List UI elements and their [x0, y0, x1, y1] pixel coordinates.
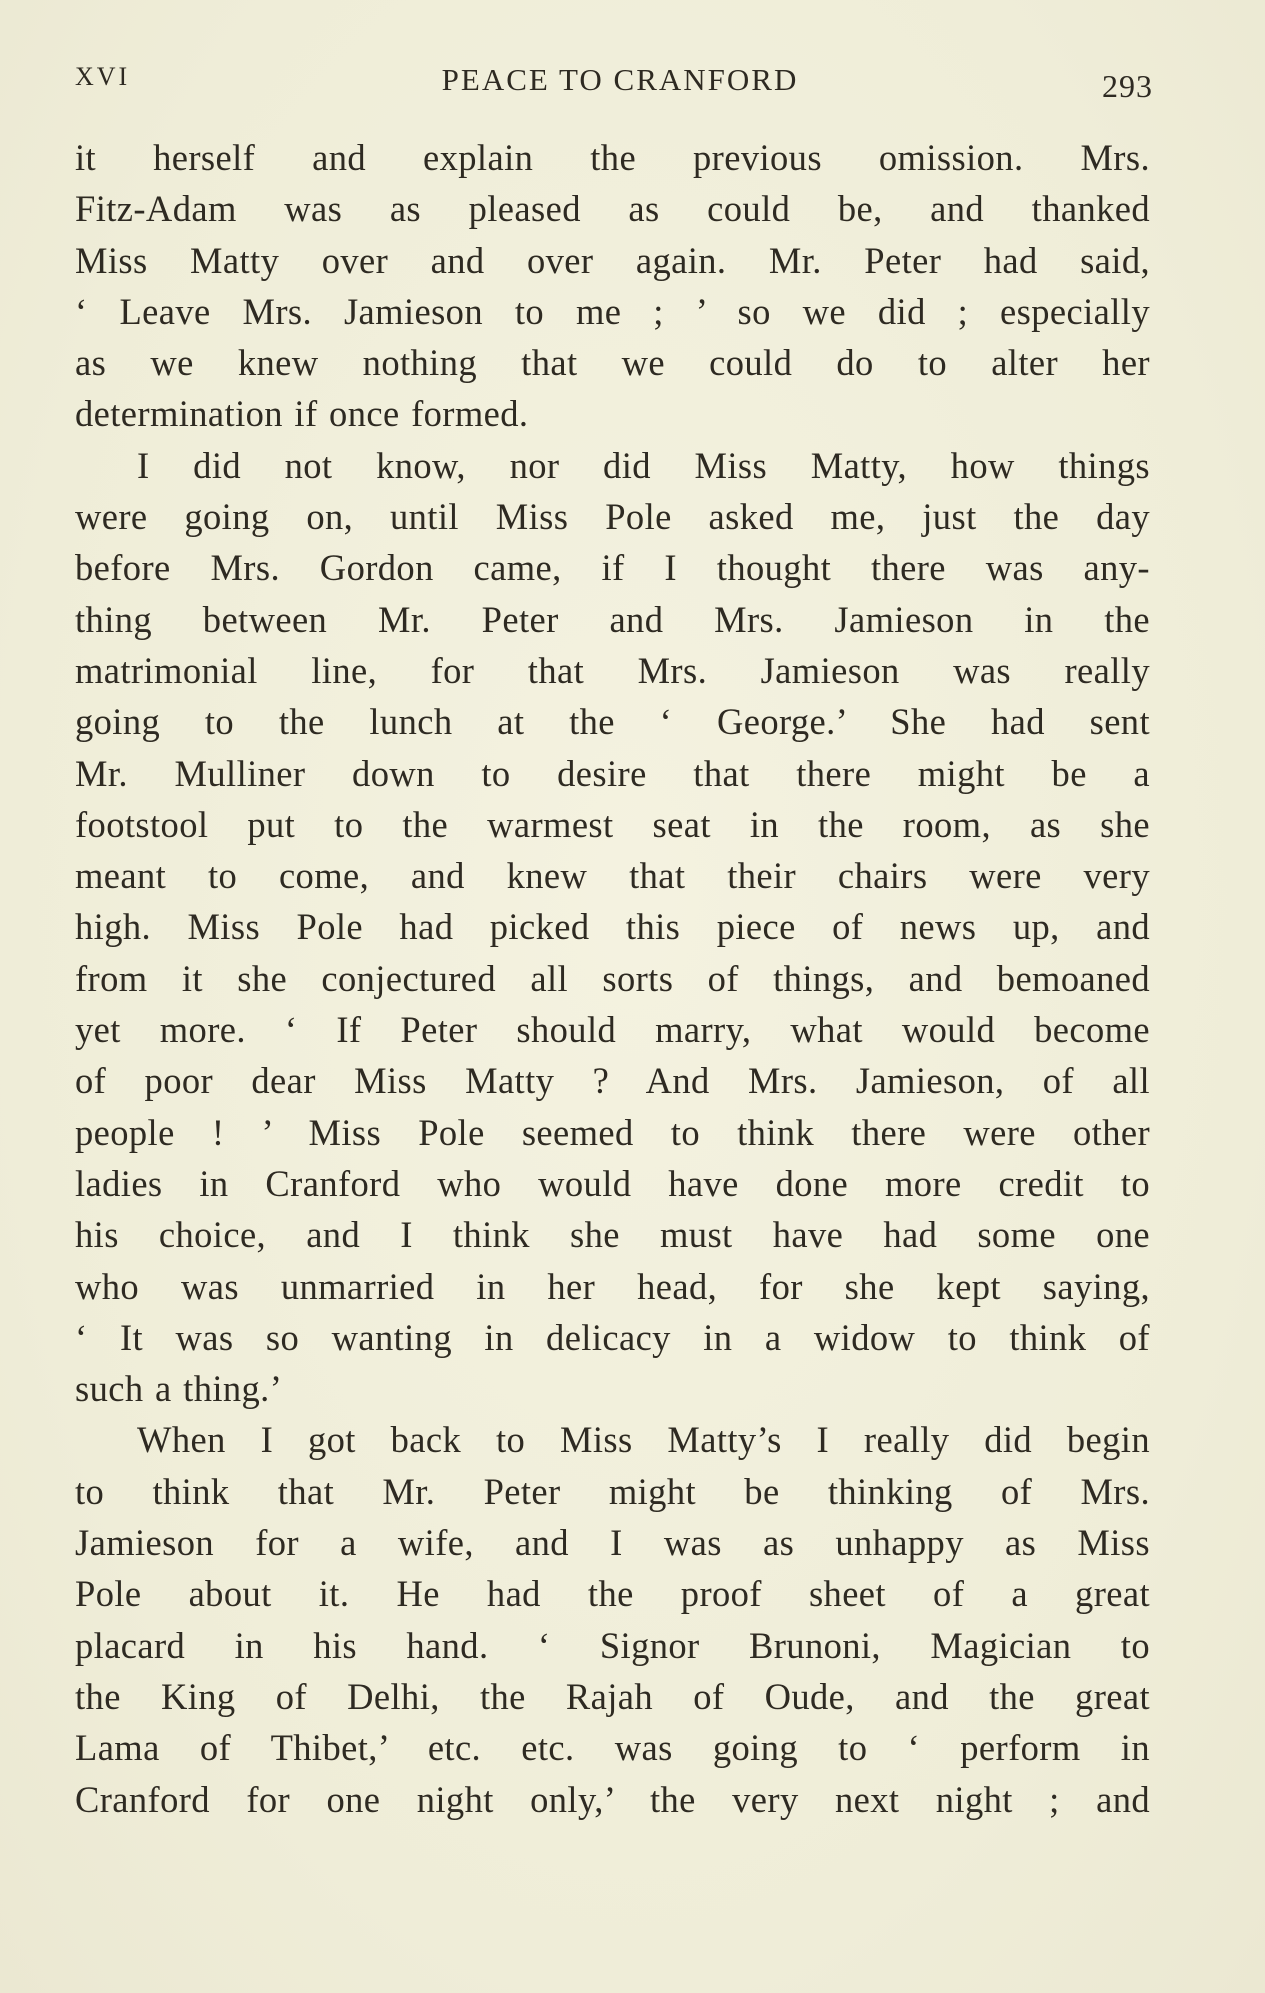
text-line: ‘ It was so wanting in delicacy in a widow to think of: [75, 1316, 1150, 1358]
text-line: of poor dear Miss Matty ? And Mrs. Jamieson, of all: [75, 1060, 1150, 1102]
text-line: from it she conjectured all sorts of things, and bemoaned: [75, 957, 1150, 999]
text-line: as we knew nothing that we could do to alter her: [75, 342, 1150, 384]
page-number: 293: [1102, 68, 1153, 104]
text-line: Lama of Thibet,’ etc. etc. was going to ‘ perform in: [75, 1727, 1150, 1769]
running-head: [75, 62, 1165, 102]
text-line: who was unmarried in her head, for she kept saying,: [75, 1265, 1150, 1307]
text-line: Jamieson for a wife, and I was as unhappy as Miss: [75, 1522, 1150, 1564]
text-line: determination if once formed.: [75, 393, 529, 435]
body-text: [75, 132, 1150, 1825]
text-line: meant to come, and knew that their chairs were very: [75, 855, 1150, 897]
text-line: high. Miss Pole had picked this piece of news up, and: [75, 906, 1150, 948]
text-line: ladies in Cranford who would have done more credit to: [75, 1162, 1150, 1204]
text-line: before Mrs. Gordon came, if I thought there was any-: [75, 547, 1150, 589]
text-line: Mr. Mulliner down to desire that there might be a: [75, 752, 1150, 794]
text-line: were going on, until Miss Pole asked me, just the day: [75, 496, 1150, 538]
running-title: PEACE TO CRANFORD: [441, 62, 799, 97]
text-line: Miss Matty over and over again. Mr. Peter had said,: [75, 239, 1150, 281]
text-line: placard in his hand. ‘ Signor Brunoni, Magician to: [75, 1624, 1150, 1666]
text-line: the King of Delhi, the Rajah of Oude, and the great: [75, 1675, 1150, 1717]
text-line: footstool put to the warmest seat in the room, as she: [75, 803, 1150, 845]
text-line: thing between Mr. Peter and Mrs. Jamieson in the: [75, 598, 1150, 640]
text-line: yet more. ‘ If Peter should marry, what would become: [75, 1009, 1150, 1051]
text-line: Cranford for one night only,’ the very next night ; and: [75, 1778, 1150, 1820]
text-line: ‘ Leave Mrs. Jamieson to me ; ’ so we did ; especially: [75, 290, 1150, 332]
text-line: Pole about it. He had the proof sheet of a great: [75, 1573, 1150, 1615]
text-line: such a thing.’: [75, 1368, 283, 1410]
text-line: When I got back to Miss Matty’s I really did begin: [137, 1419, 1150, 1461]
text-line: Fitz-Adam was as pleased as could be, and thanked: [75, 188, 1150, 230]
text-line: I did not know, nor did Miss Matty, how things: [137, 444, 1150, 486]
text-line: to think that Mr. Peter might be thinking of Mrs.: [75, 1470, 1150, 1512]
text-line: matrimonial line, for that Mrs. Jamieson was really: [75, 649, 1150, 691]
text-line: people ! ’ Miss Pole seemed to think there were other: [75, 1111, 1150, 1153]
text-line: going to the lunch at the ‘ George.’ She had sent: [75, 701, 1150, 743]
text-line: his choice, and I think she must have had some one: [75, 1214, 1150, 1256]
text-line: it herself and explain the previous omission. Mrs.: [75, 137, 1150, 178]
chapter-number: XVI: [75, 62, 131, 91]
